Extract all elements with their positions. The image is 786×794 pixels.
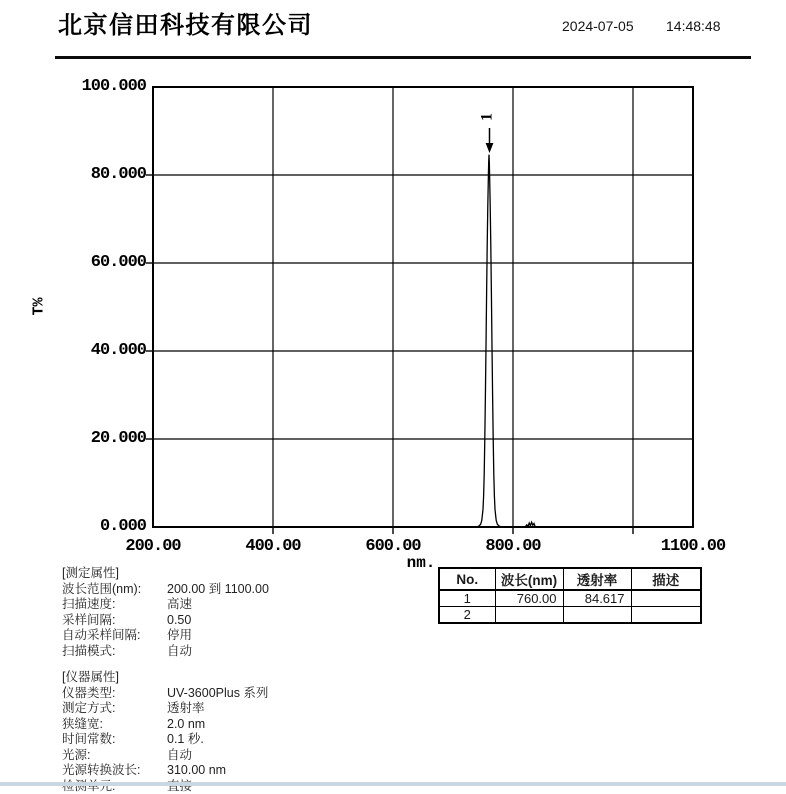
peak-arrow-head <box>486 143 494 153</box>
row2-description <box>631 607 701 624</box>
col-no: No. <box>439 568 495 590</box>
report-time: 14:48:48 <box>666 18 721 34</box>
xtick-1100: 1100.00 <box>633 537 753 556</box>
prop-time-constant: 时间常数: 0.1 秒. <box>62 732 268 748</box>
report-date: 2024-07-05 <box>562 18 634 34</box>
plot-frame <box>153 87 693 527</box>
ytick-40: 40.000 <box>54 341 146 360</box>
transmittance-curve <box>153 155 693 527</box>
xtick-600: 600.00 <box>333 537 453 556</box>
table-row <box>439 607 701 624</box>
prop-auto-sampling-interval: 自动采样间隔: 停用 <box>62 628 269 644</box>
row2-transmittance <box>563 607 631 624</box>
peak-annotation <box>479 113 496 153</box>
row1-transmittance: 84.617 <box>563 590 631 607</box>
peak-results-table <box>438 567 702 624</box>
row2-wavelength <box>495 607 563 624</box>
prop-detector-unit <box>62 779 268 794</box>
row1-description <box>631 590 701 607</box>
gridlines <box>153 87 693 527</box>
prop-wavelength-range: 波长范围(nm): 200.00 到 1100.00 <box>62 582 269 598</box>
prop-light-source: 光源: 自动 <box>62 748 268 764</box>
col-description: 描述 <box>631 568 701 590</box>
axis-ticks <box>146 175 633 534</box>
screenshot-bottom-edge <box>0 782 786 786</box>
row1-no: 1 <box>439 590 495 607</box>
ytick-20: 20.000 <box>54 429 146 448</box>
prop-scan-speed: 扫描速度: 高速 <box>62 597 269 613</box>
measurement-properties-title: [测定属性] <box>62 566 269 582</box>
prop-sampling-interval: 采样间隔: 0.50 <box>62 613 269 629</box>
ytick-60: 60.000 <box>54 253 146 272</box>
xtick-800: 800.00 <box>453 537 573 556</box>
measurement-properties <box>62 566 269 659</box>
row1-wavelength: 760.00 <box>495 590 563 607</box>
xtick-400: 400.00 <box>213 537 333 556</box>
y-axis-title: T% <box>31 293 48 321</box>
row2-no: 2 <box>439 607 495 624</box>
prop-scan-mode: 扫描模式: 自动 <box>62 644 269 660</box>
prop-slit-width: 狭缝宽: 2.0 nm <box>62 717 268 733</box>
col-wavelength: 波长(nm) <box>495 568 563 590</box>
instrument-properties <box>62 670 268 794</box>
ytick-0: 0.000 <box>54 517 146 536</box>
xtick-200: 200.00 <box>93 537 213 556</box>
prop-source-switch-wavelength: 光源转换波长: 310.00 nm <box>62 763 268 779</box>
x-axis-unit: nm. <box>361 554 481 572</box>
instrument-properties-title: [仪器属性] <box>62 670 268 686</box>
prop-instrument-type: 仪器类型: UV-3600Plus 系列 <box>62 686 268 702</box>
table-header-row <box>439 568 701 590</box>
ytick-80: 80.000 <box>54 165 146 184</box>
table-row <box>439 590 701 607</box>
company-name: 北京信田科技有限公司 <box>58 5 313 40</box>
peak-number-label: 1 <box>479 113 496 121</box>
col-transmittance: 透射率 <box>563 568 631 590</box>
ytick-100: 100.000 <box>54 77 146 96</box>
prop-measure-method: 测定方式: 透射率 <box>62 701 268 717</box>
